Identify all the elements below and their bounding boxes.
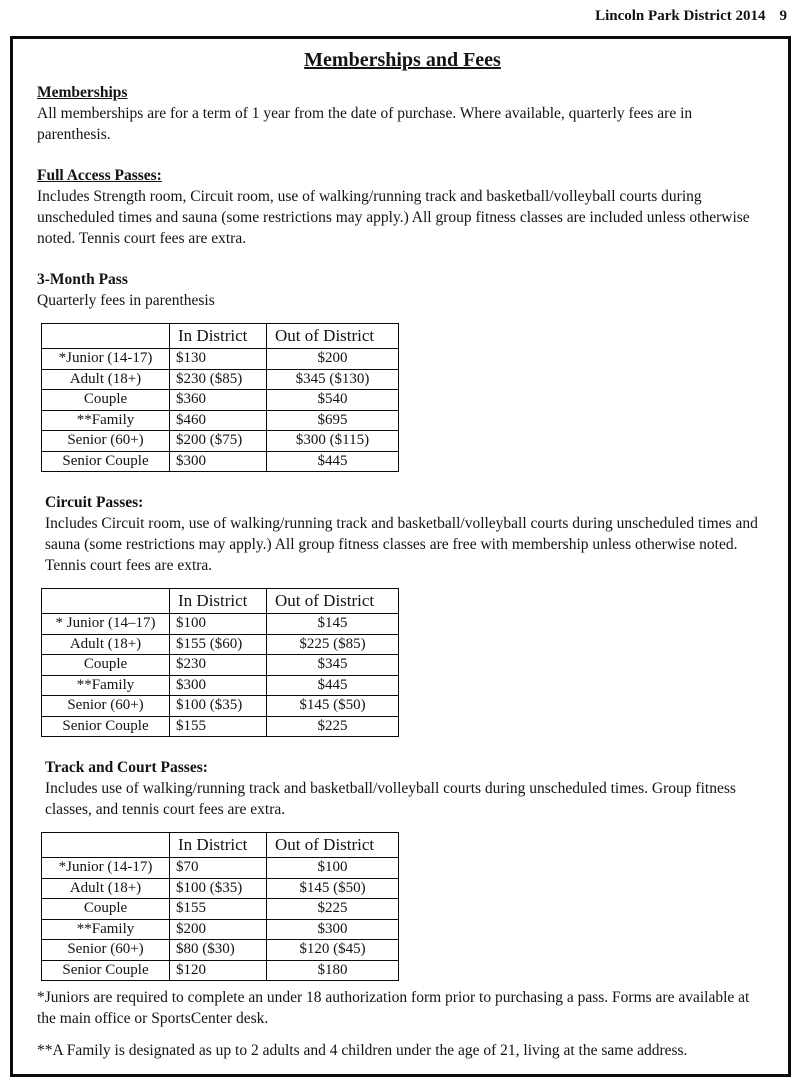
table-cell: $80 ($30) xyxy=(170,940,267,961)
table-header-row xyxy=(42,324,399,349)
table-cell: $145 ($50) xyxy=(267,696,399,717)
table-cell: Senior Couple xyxy=(42,960,170,981)
circuit-body: Includes Circuit room, use of walking/running track and basketball/volleyball courts during unscheduled times and sauna (some restrictions may apply.) All group fitness classes are free with membership unless otherwise noted. Tennis court fees are extra. xyxy=(45,515,758,574)
table-cell: Adult (18+) xyxy=(42,369,170,390)
table-cell: $230 xyxy=(170,655,267,676)
table-cell: $695 xyxy=(267,410,399,431)
section-circuit xyxy=(45,492,768,576)
table-header-row xyxy=(42,833,399,858)
column-header-in-district: In District xyxy=(170,324,267,349)
footnotes xyxy=(37,987,768,1061)
table-row xyxy=(42,410,399,431)
table-cell: $345 xyxy=(267,655,399,676)
table-cell: $200 xyxy=(170,919,267,940)
table-cell: Adult (18+) xyxy=(42,878,170,899)
track-court-body: Includes use of walking/running track and basketball/volleyball courts during unscheduled times. Group fitness classes, and tennis court fees are extra. xyxy=(45,780,736,818)
table-cell: $145 ($50) xyxy=(267,878,399,899)
section-track-court xyxy=(45,757,768,820)
table-row xyxy=(42,960,399,981)
table-cell: $300 xyxy=(170,675,267,696)
table-row xyxy=(42,390,399,411)
table-row xyxy=(42,919,399,940)
three-month-body: Quarterly fees in parenthesis xyxy=(37,292,215,309)
column-header-in-district: In District xyxy=(170,589,267,614)
section-memberships xyxy=(37,82,768,145)
table-cell: Couple xyxy=(42,655,170,676)
fee-table-circuit xyxy=(41,588,399,737)
table-cell: $200 xyxy=(267,349,399,370)
table-cell: $225 xyxy=(267,899,399,920)
table-row xyxy=(42,349,399,370)
table-cell: $155 xyxy=(170,716,267,737)
three-month-heading: 3-Month Pass xyxy=(37,271,128,288)
table-row xyxy=(42,369,399,390)
full-access-heading: Full Access Passes: xyxy=(37,167,162,184)
table-row xyxy=(42,675,399,696)
track-court-heading: Track and Court Passes: xyxy=(45,759,208,776)
table-row xyxy=(42,634,399,655)
table-cell: **Family xyxy=(42,919,170,940)
table-cell: $100 ($35) xyxy=(170,878,267,899)
column-header-out-of-district: Out of District xyxy=(267,589,399,614)
three-month-table-body xyxy=(42,349,399,472)
column-header-empty xyxy=(42,589,170,614)
page-number: 9 xyxy=(779,8,787,24)
document-frame xyxy=(10,36,791,1077)
table-row xyxy=(42,431,399,452)
table-cell: $180 xyxy=(267,960,399,981)
table-cell: $200 ($75) xyxy=(170,431,267,452)
fee-table-track-court xyxy=(41,832,399,981)
table-cell: $145 xyxy=(267,614,399,635)
page-header xyxy=(595,8,787,25)
table-cell: $120 xyxy=(170,960,267,981)
table-cell: **Family xyxy=(42,410,170,431)
table-cell: $345 ($130) xyxy=(267,369,399,390)
table-row xyxy=(42,878,399,899)
table-cell: $360 xyxy=(170,390,267,411)
section-full-access xyxy=(37,165,768,249)
table-cell: $100 xyxy=(170,614,267,635)
table-cell: $120 ($45) xyxy=(267,940,399,961)
table-row xyxy=(42,899,399,920)
table-cell: $100 ($35) xyxy=(170,696,267,717)
circuit-table-body xyxy=(42,614,399,737)
table-row xyxy=(42,716,399,737)
table-cell: $445 xyxy=(267,675,399,696)
column-header-out-of-district: Out of District xyxy=(267,833,399,858)
full-access-body: Includes Strength room, Circuit room, use of walking/running track and basketball/volleyball courts during unscheduled times and sauna (some restrictions may apply.) All group fitness classes are included unless otherwise noted. Tennis court fees are extra. xyxy=(37,188,750,247)
table-cell: $460 xyxy=(170,410,267,431)
table-row xyxy=(42,614,399,635)
track-court-table-body xyxy=(42,858,399,981)
column-header-empty xyxy=(42,833,170,858)
table-cell: $70 xyxy=(170,858,267,879)
table-cell: Senior Couple xyxy=(42,716,170,737)
table-cell: Couple xyxy=(42,390,170,411)
column-header-out-of-district: Out of District xyxy=(267,324,399,349)
table-cell: $225 ($85) xyxy=(267,634,399,655)
table-cell: Adult (18+) xyxy=(42,634,170,655)
table-cell: $230 ($85) xyxy=(170,369,267,390)
table-cell: Senior (60+) xyxy=(42,940,170,961)
table-cell: *Junior (14-17) xyxy=(42,858,170,879)
table-cell: **Family xyxy=(42,675,170,696)
table-cell: Senior (60+) xyxy=(42,431,170,452)
table-cell: $225 xyxy=(267,716,399,737)
table-row xyxy=(42,696,399,717)
memberships-body: All memberships are for a term of 1 year from the date of purchase. Where available, quarterly fees are in parenthesis. xyxy=(37,105,693,143)
fee-table-three-month xyxy=(41,323,399,472)
table-cell: Couple xyxy=(42,899,170,920)
table-row xyxy=(42,940,399,961)
table-cell: $445 xyxy=(267,451,399,472)
table-row xyxy=(42,858,399,879)
table-cell: $155 ($60) xyxy=(170,634,267,655)
table-cell: $100 xyxy=(267,858,399,879)
footnote-family: **A Family is designated as up to 2 adults and 4 children under the age of 21, living at the same address. xyxy=(37,1042,688,1059)
table-row xyxy=(42,655,399,676)
page-header-title: Lincoln Park District 2014 xyxy=(595,8,766,24)
table-row xyxy=(42,451,399,472)
table-cell: $155 xyxy=(170,899,267,920)
page-title: Memberships and Fees xyxy=(304,49,501,71)
table-cell: $300 xyxy=(267,919,399,940)
column-header-in-district: In District xyxy=(170,833,267,858)
section-three-month xyxy=(37,269,768,311)
table-cell: *Junior (14-17) xyxy=(42,349,170,370)
table-cell: * Junior (14–17) xyxy=(42,614,170,635)
circuit-heading: Circuit Passes: xyxy=(45,494,144,511)
column-header-empty xyxy=(42,324,170,349)
table-header-row xyxy=(42,589,399,614)
table-cell: Senior Couple xyxy=(42,451,170,472)
memberships-heading: Memberships xyxy=(37,84,128,101)
table-cell: $130 xyxy=(170,349,267,370)
table-cell: $300 xyxy=(170,451,267,472)
footnote-juniors: *Juniors are required to complete an under 18 authorization form prior to purchasing a pass. Forms are available at the main office or SportsCenter desk. xyxy=(37,989,750,1027)
table-cell: $540 xyxy=(267,390,399,411)
table-cell: $300 ($115) xyxy=(267,431,399,452)
table-cell: Senior (60+) xyxy=(42,696,170,717)
